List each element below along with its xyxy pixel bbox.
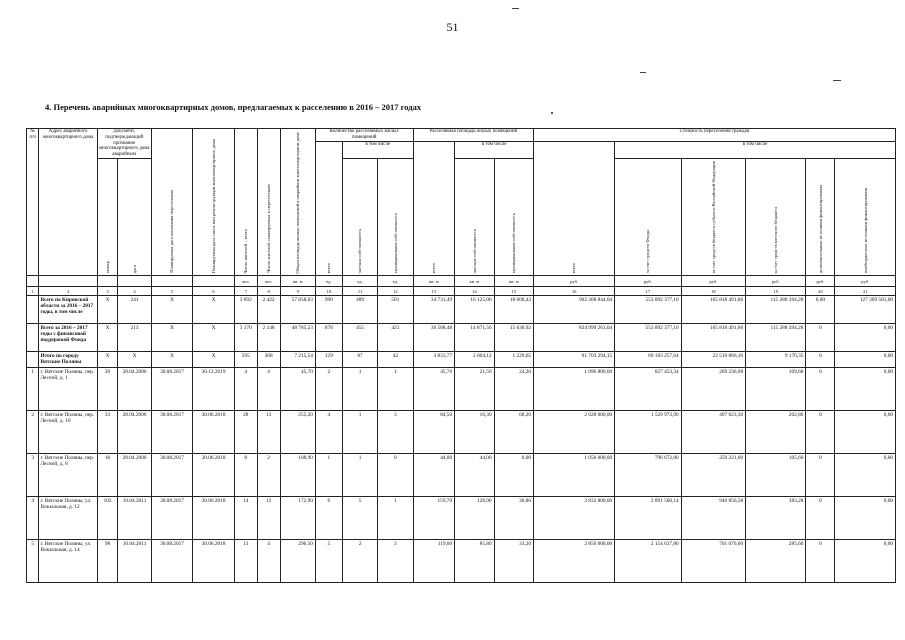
unit-cell — [118, 276, 151, 287]
cell-cost-excess: 127 309 581,00 — [835, 296, 896, 324]
header-total-area: Общая площадь жилых помещений в аварийном многоквартирном доме — [280, 129, 315, 276]
cell-cost-total: 1 056 000,00 — [534, 454, 615, 497]
header-area-including: в том числе — [455, 141, 534, 158]
cell-address: Всего по Кировской области за 2016 – 2017 годы, в том числе — [39, 296, 97, 324]
cell-cost-local: 109,68 — [746, 368, 806, 411]
cell-area-private: 2 604,12 — [455, 352, 494, 368]
cell-cost-fund: 553 892 377,10 — [615, 296, 682, 324]
column-number-cell: 10 — [315, 287, 342, 296]
unit-cell: ед. — [315, 276, 342, 287]
cell-cost-excess: 0,00 — [835, 368, 896, 411]
cell-cost-local: 105,60 — [746, 454, 806, 497]
cell-cost-fund: 827 453,34 — [615, 368, 682, 411]
header-cost-region: за счет средств бюджета субъекта Российской Федерации — [681, 158, 745, 276]
cell-cost-total: 962 308 844,04 — [534, 296, 615, 324]
cell-doc-date: 213 — [118, 324, 151, 352]
cell-area-total: 159,70 — [413, 497, 455, 540]
cell-demolition: X — [193, 296, 235, 324]
cell-area-municipal: 68,20 — [494, 411, 533, 454]
cell-cost-total: 2 028 000,00 — [534, 411, 615, 454]
cell-doc-number: 16 — [97, 454, 118, 497]
cell-area-private: 128,90 — [455, 497, 494, 540]
cell-rooms-private: 1 — [342, 454, 377, 497]
cell-num: 3 — [27, 454, 39, 497]
unit-cell: руб. — [746, 276, 806, 287]
cell-rooms-private: 1 — [342, 368, 377, 411]
cell-area-municipal: 24,20 — [494, 368, 533, 411]
unit-cell: кв. м — [494, 276, 533, 287]
header-cost-total: всего — [534, 141, 615, 276]
resettlement-table — [26, 128, 896, 583]
cell-address: г. Вятские Поляны, пер. Лесной, д. 10 — [39, 411, 97, 454]
column-number-cell: 2 — [39, 287, 97, 296]
scan-mark — [640, 72, 646, 73]
cell-address: г. Вятские Поляны, ул. Вокзальная, д. 14 — [39, 540, 97, 583]
cell-num: 2 — [27, 411, 39, 454]
cell-rooms-total: 4 — [315, 411, 342, 454]
column-number-cell: 1 — [27, 287, 39, 296]
cell-residents: 3 692 — [234, 296, 257, 324]
cell-demolition: 30.06.2018 — [193, 497, 235, 540]
cell-cost-excess: 0,00 — [835, 454, 896, 497]
cell-cost-extra: 0 — [806, 540, 835, 583]
cell-cost-fund: 2 891 560,14 — [615, 497, 682, 540]
cell-cost-local: 115 288 394,28 — [746, 324, 806, 352]
cell-cost-region: 940 856,58 — [681, 497, 745, 540]
header-demolition-date: Планируемая дата сноса или реконструкции многоквартирного дома — [193, 129, 235, 276]
cell-cost-region: 269 236,98 — [681, 368, 745, 411]
cell-rooms-total: 878 — [315, 324, 342, 352]
cell-residents-planned: 12 — [257, 497, 280, 540]
cell-cost-excess: 0,00 — [835, 411, 896, 454]
cell-residents: 13 — [234, 540, 257, 583]
header-cost-excess: внебюджетные источники финансирования — [835, 158, 896, 276]
cell-num — [27, 352, 39, 368]
cell-area-municipal: 1 229,65 — [494, 352, 533, 368]
cell-cost-total: 834 999 263,04 — [534, 324, 615, 352]
cell-cost-extra: 0 — [806, 411, 835, 454]
document-title: 4. Перечень аварийных многоквартирных домов, предлагаемых к расселению в 2016 – 2017 годах — [45, 102, 422, 112]
cell-demolition: 30.06.2018 — [193, 540, 235, 583]
header-doc-date: дата — [118, 158, 151, 276]
cell-doc-date: 10.04.2011 — [118, 497, 151, 540]
cell-cost-fund: 796 672,80 — [615, 454, 682, 497]
unit-cell: руб. — [534, 276, 615, 287]
cell-doc-date: X — [118, 352, 151, 368]
cell-num: 5 — [27, 540, 39, 583]
cell-rooms-total: 990 — [315, 296, 342, 324]
cell-rooms-municipal: 1 — [378, 497, 413, 540]
cell-rooms-total: 129 — [315, 352, 342, 368]
unit-cell: руб. — [615, 276, 682, 287]
column-number-cell: 15 — [494, 287, 533, 296]
cell-residents: 4 — [234, 368, 257, 411]
table-row — [27, 352, 896, 368]
unit-cell: руб. — [806, 276, 835, 287]
cell-address: Всего за 2016 – 2017 годы с финансовой поддержкой Фонда — [39, 324, 97, 352]
header-num: № п/п — [27, 129, 39, 276]
header-rooms-private: частная собственность — [342, 158, 377, 276]
cell-rooms-total: 2 — [315, 368, 342, 411]
cell-cost-excess: 0,00 — [835, 324, 896, 352]
cell-area-private: 44,00 — [455, 454, 494, 497]
cell-residents: 595 — [234, 352, 257, 368]
unit-cell — [193, 276, 235, 287]
header-area-private: частная собственность — [455, 158, 494, 276]
column-number-cell: 8 — [257, 287, 280, 296]
cell-cost-local: 383,28 — [746, 497, 806, 540]
header-cost-including: в том числе — [615, 141, 896, 158]
unit-cell — [39, 276, 97, 287]
column-number-cell: 13 — [413, 287, 455, 296]
cell-rooms-private: 2 — [342, 540, 377, 583]
header-address: Адрес аварийного многоквартирного дома — [39, 129, 97, 276]
cell-residents-planned: 4 — [257, 368, 280, 411]
unit-cell: ед. — [378, 276, 413, 287]
header-residents: Число жителей – всего — [234, 129, 257, 276]
table-row — [27, 324, 896, 352]
cell-cost-region: 701 076,60 — [681, 540, 745, 583]
cell-planned: X — [151, 352, 193, 368]
unit-cell: ед. — [342, 276, 377, 287]
cell-rooms-private: 489 — [342, 296, 377, 324]
cell-cost-region: 165 818 491,66 — [681, 296, 745, 324]
cell-address: г. Вятские Поляны, пер. Лесной, д. 1 — [39, 368, 97, 411]
cell-demolition: 30.12.2019 — [193, 368, 235, 411]
cell-residents-planned: 2 — [257, 454, 280, 497]
column-number-cell: 11 — [342, 287, 377, 296]
column-number-cell: 3 — [97, 287, 118, 296]
header-rooms-including: в том числе — [342, 141, 413, 158]
cell-cost-region: 497 823,30 — [681, 411, 745, 454]
cell-demolition: 30.06.2018 — [193, 411, 235, 454]
cell-total-area: 57 858,03 — [280, 296, 315, 324]
cell-cost-fund: 1 529 973,90 — [615, 411, 682, 454]
cell-area-private: 14 871,56 — [455, 324, 494, 352]
table-row — [27, 411, 896, 454]
header-area-group: Расселяемая площадь жилых помещений — [413, 129, 534, 142]
cell-total-area: 108,90 — [280, 454, 315, 497]
cell-demolition: 30.06.2018 — [193, 454, 235, 497]
cell-cost-local: 115 288 394,28 — [746, 296, 806, 324]
cell-doc-number: 20 — [97, 368, 118, 411]
header-area-total: всего — [413, 141, 455, 276]
unit-cell: кв. м — [280, 276, 315, 287]
column-numbers-row — [27, 287, 896, 296]
cell-doc-date: 28.04.2006 — [118, 454, 151, 497]
cell-total-area: 48 785,23 — [280, 324, 315, 352]
cell-cost-fund: 553 892 377,10 — [615, 324, 682, 352]
scan-mark — [833, 80, 841, 81]
cell-area-total: 84,50 — [413, 411, 455, 454]
cell-cost-excess: 0,00 — [835, 497, 896, 540]
header-residents-planned: Число жителей, планируемых к переселению — [257, 129, 280, 276]
column-number-cell: 16 — [534, 287, 615, 296]
cell-demolition: X — [193, 352, 235, 368]
cell-cost-local: 202,80 — [746, 411, 806, 454]
cell-total-area: 296,50 — [280, 540, 315, 583]
cell-residents-planned: 308 — [257, 352, 280, 368]
cell-cost-local: 9 170,35 — [746, 352, 806, 368]
cell-cost-fund: 2 154 637,80 — [615, 540, 682, 583]
cell-num: 1 — [27, 368, 39, 411]
header-area-municipal: муниципальная собственность — [494, 158, 533, 276]
cell-planned: 30.08.2017 — [151, 540, 193, 583]
header-rooms-municipal: муниципальная собственность — [378, 158, 413, 276]
header-planned-date: Планируемая дата окончания переселения — [151, 129, 193, 276]
unit-cell: кв. м — [413, 276, 455, 287]
cell-residents-planned: 2 422 — [257, 296, 280, 324]
cell-cost-extra: 0 — [806, 324, 835, 352]
column-number-cell: 12 — [378, 287, 413, 296]
cell-cost-total: 1 096 800,00 — [534, 368, 615, 411]
header-doc-number: номер — [97, 158, 118, 276]
cell-rooms-private: 455 — [342, 324, 377, 352]
column-number-cell: 6 — [193, 287, 235, 296]
header-cost-local: за счет средств местного бюджета — [746, 158, 806, 276]
unit-cell: чел. — [234, 276, 257, 287]
cell-planned: 30.08.2017 — [151, 454, 193, 497]
cell-address: Итого по городу Вятские Поляны — [39, 352, 97, 368]
unit-cell — [97, 276, 118, 287]
column-number-cell: 5 — [151, 287, 193, 296]
column-number-cell: 17 — [615, 287, 682, 296]
column-number-cell: 14 — [455, 287, 494, 296]
cell-area-private: 85,80 — [455, 540, 494, 583]
cell-rooms-municipal: 3 — [378, 540, 413, 583]
cell-area-municipal: 15 636,92 — [494, 324, 533, 352]
cell-doc-date: 28.04.2006 — [118, 411, 151, 454]
cell-area-municipal: 0,00 — [494, 454, 533, 497]
table-row — [27, 540, 896, 583]
header-cost-extra: дополнительные источники финансирования — [806, 158, 835, 276]
cell-cost-extra: 0 — [806, 368, 835, 411]
cell-cost-extra: 0,00 — [806, 296, 835, 324]
cell-rooms-private: 1 — [342, 411, 377, 454]
column-number-cell: 20 — [806, 287, 835, 296]
cell-residents-planned: 4 — [257, 540, 280, 583]
cell-cost-extra: 0 — [806, 454, 835, 497]
cell-planned: 30.08.2017 — [151, 368, 193, 411]
unit-cell: руб. — [681, 276, 745, 287]
scan-mark — [512, 8, 519, 9]
cell-doc-number: 33 — [97, 411, 118, 454]
cell-area-private: 16,30 — [455, 411, 494, 454]
scan-mark — [551, 112, 553, 114]
unit-cell — [151, 276, 193, 287]
column-number-cell: 9 — [280, 287, 315, 296]
cell-area-total: 45,70 — [413, 368, 455, 411]
cell-total-area: 7 215,54 — [280, 352, 315, 368]
table-row — [27, 368, 896, 411]
cell-total-area: 45,70 — [280, 368, 315, 411]
cell-residents: 8 — [234, 454, 257, 497]
cell-cost-extra: 0 — [806, 497, 835, 540]
cell-rooms-municipal: 501 — [378, 296, 413, 324]
cell-area-total: 44,00 — [413, 454, 455, 497]
cell-cost-extra: 0 — [806, 352, 835, 368]
cell-cost-total: 91 703 294,15 — [534, 352, 615, 368]
cell-cost-excess: 0,00 — [835, 352, 896, 368]
cell-area-total: 30 508,48 — [413, 324, 455, 352]
cell-doc-number: X — [97, 352, 118, 368]
cell-residents: 28 — [234, 411, 257, 454]
cell-planned: 30.08.2017 — [151, 497, 193, 540]
cell-area-total: 3 833,77 — [413, 352, 455, 368]
cell-num — [27, 296, 39, 324]
cell-cost-total: 3 832 800,00 — [534, 497, 615, 540]
cell-rooms-private: 87 — [342, 352, 377, 368]
header-cost-group: Стоимость переселения граждан — [534, 129, 896, 142]
cell-residents: 14 — [234, 497, 257, 540]
cell-residents-planned: 13 — [257, 411, 280, 454]
cell-rooms-private: 5 — [342, 497, 377, 540]
cell-doc-number: X — [97, 296, 118, 324]
cell-residents-planned: 2 148 — [257, 324, 280, 352]
header-cost-fund: за счет средств Фонда — [615, 158, 682, 276]
cell-rooms-municipal: 3 — [378, 411, 413, 454]
cell-area-total: 119,00 — [413, 540, 455, 583]
header-row-1 — [27, 129, 896, 142]
cell-planned: 30.08.2017 — [151, 411, 193, 454]
cell-cost-region: 165 818 491,66 — [681, 324, 745, 352]
unit-cell: чел. — [257, 276, 280, 287]
unit-cell: руб. — [835, 276, 896, 287]
cell-doc-date: 10.04.2011 — [118, 540, 151, 583]
cell-planned: X — [151, 324, 193, 352]
unit-cell — [27, 276, 39, 287]
table-row — [27, 454, 896, 497]
cell-cost-total: 2 856 000,00 — [534, 540, 615, 583]
header-rooms-total: всего — [315, 141, 342, 276]
cell-area-municipal: 30,80 — [494, 497, 533, 540]
column-number-cell: 21 — [835, 287, 896, 296]
cell-rooms-municipal: 42 — [378, 352, 413, 368]
cell-cost-region: 259 221,60 — [681, 454, 745, 497]
units-row — [27, 276, 896, 287]
cell-doc-number: 98 — [97, 540, 118, 583]
column-number-cell: 4 — [118, 287, 151, 296]
cell-doc-number: 102 — [97, 497, 118, 540]
cell-doc-date: 241 — [118, 296, 151, 324]
column-number-cell: 7 — [234, 287, 257, 296]
cell-cost-excess: 0,00 — [835, 540, 896, 583]
cell-planned: X — [151, 296, 193, 324]
cell-cost-region: 22 510 866,16 — [681, 352, 745, 368]
page-number: 51 — [446, 20, 459, 34]
cell-address: г. Вятские Поляны, ул. Вокзальная, д. 12 — [39, 497, 97, 540]
cell-demolition: X — [193, 324, 235, 352]
column-number-cell: 19 — [746, 287, 806, 296]
cell-residents: 3 170 — [234, 324, 257, 352]
table-row — [27, 296, 896, 324]
cell-num: 4 — [27, 497, 39, 540]
unit-cell: кв. м — [455, 276, 494, 287]
cell-area-municipal: 18 606,43 — [494, 296, 533, 324]
cell-area-private: 21,50 — [455, 368, 494, 411]
cell-rooms-municipal: 423 — [378, 324, 413, 352]
cell-address: г. Вятские Поляны, пер. Лесной, д. 8 — [39, 454, 97, 497]
cell-total-area: 172,90 — [280, 497, 315, 540]
cell-rooms-municipal: 0 — [378, 454, 413, 497]
cell-area-municipal: 33,20 — [494, 540, 533, 583]
cell-rooms-municipal: 1 — [378, 368, 413, 411]
cell-area-total: 34 731,49 — [413, 296, 455, 324]
table-body — [27, 296, 896, 583]
header-doc: Документ, подтверждающий признание многоквартирного дома аварийным — [98, 129, 150, 157]
cell-cost-local: 285,60 — [746, 540, 806, 583]
cell-doc-date: 28.04.2006 — [118, 368, 151, 411]
cell-num — [27, 324, 39, 352]
column-number-cell: 18 — [681, 287, 745, 296]
table-row — [27, 497, 896, 540]
cell-rooms-total: 6 — [315, 497, 342, 540]
cell-cost-fund: 69 183 257,64 — [615, 352, 682, 368]
cell-rooms-total: 5 — [315, 540, 342, 583]
cell-doc-number: X — [97, 324, 118, 352]
header-rooms-group: Количество расселяемых жилых помещений — [315, 129, 413, 142]
cell-area-private: 16 125,06 — [455, 296, 494, 324]
cell-rooms-total: 1 — [315, 454, 342, 497]
cell-total-area: 255,20 — [280, 411, 315, 454]
